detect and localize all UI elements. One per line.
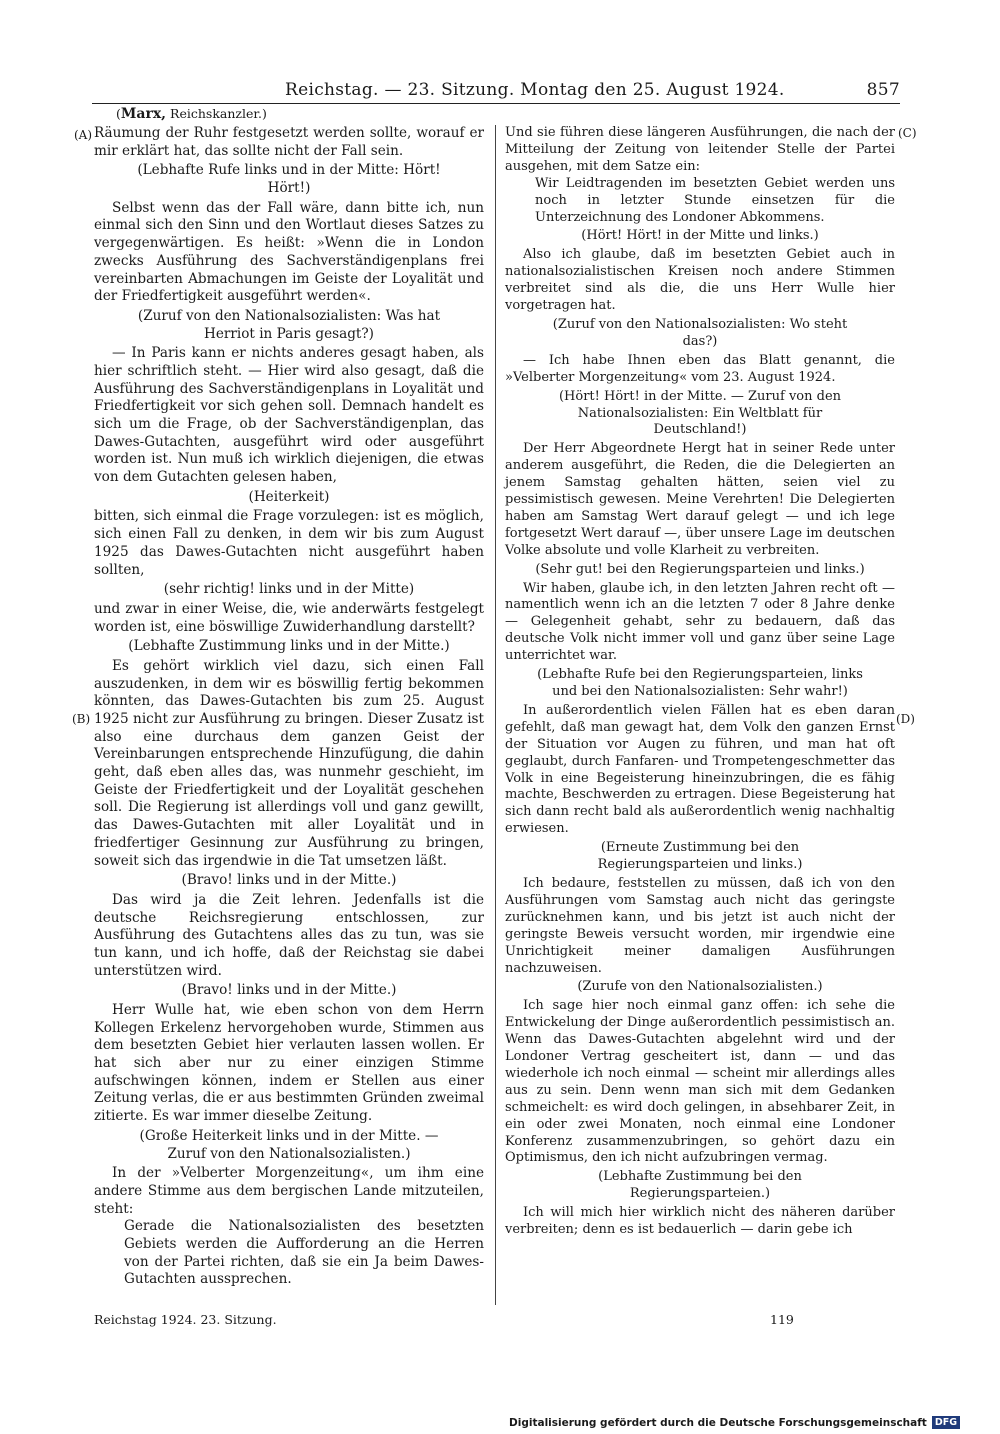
speaker-tag [116,106,267,122]
interjection: (Lebhafte Zustimmung bei den Regierungsparteien.) [598,1169,802,1202]
margin-marker-b: (B) [72,712,91,726]
interjection: (Hört! Hört! in der Mitte. — Zuruf von den Nationalsozialisten: Ein Weltblatt für Deutschland!) [558,388,842,438]
header-title: Reichstag. — 23. Sitzung. Montag den 25. August 1924. [285,80,785,100]
interjection: (Lebhafte Rufe links und in der Mitte: Hört! Hört!) [137,162,441,197]
paragraph: In außerordentlich vielen Fällen hat es eben daran gefehlt, daß man gewagt hat, dem Volk den ganzen Ernst der Situation vor Augen zu führen, und man hat oft geglaubt, durch Fanfaren- und Trompetengeschmetter das Volk in eine Begeisterung hineinzubringen, die es fähig machte, Beschwerden zu ertragen. Diese Begeisterung hat sich dann recht bald als außerordentlich wenig nachhaltig erwiesen. [505,702,895,837]
paragraph: In der »Velberter Morgenzeitung«, um ihm eine andere Stimme aus dem bergischen Lande mitzuteilen, steht: [94,1165,484,1217]
interjection: (Bravo! links und in der Mitte.) [181,872,397,889]
paragraph: Selbst wenn das der Fall wäre, dann bitte ich, nun einmal sich den Sinn und den Wortlaut dieses Satzes zu vergegenwärtigen. Es heißt: »Wenn die in London zwecks Ausführung des Sachverständigenplans frei vereinbarten Abmachungen im Geiste der Loyalität und der Friedfertigkeit ausgeführt werden«. [94,199,484,305]
paragraph: Räumung der Ruhr festgesetzt werden sollte, worauf er mir erklärt hat, das sollte nicht der Fall sein. [94,125,484,159]
paragraph: Es gehört wirklich viel dazu, sich einen Fall auszudenken, in dem wir es böswillig fertig bekommen könnten, das Dawes-Gutachten bis zum 25. August 1925 nicht zur Ausführung zu bringen. Dieser Zusatz ist also eine durchaus dem ganzen Geist der Vereinbarungen entsprechende Hinzufügung, die dahin geht, daß eben alles das, was nunmehr geschieht, im Geiste der Friedfertigkeit und der Loyalität geschehen soll. Die Regierung ist allerdings voll und ganz gewillt, das Dawes-Gutachten mit aller Loyalität und in friedfertiger Gesinnung zur Ausführung zu bringen, soweit sich das irgendwie in die Tat umsetzen läßt. [94,657,484,869]
paragraph: und zwar in einer Weise, die, wie anderwärts festgelegt worden ist, eine böswillige Zuwiderhandlung darstellt? [94,600,484,635]
margin-marker-a: (A) [74,128,93,142]
interjection: (Zurufe von den Nationalsozialisten.) [577,979,823,995]
speaker-tag-open: ( [116,106,121,121]
paragraph: Ich bedaure, feststellen zu müssen, daß ich von den Ausführungen vom Samstag auch nicht das geringste zurücknehmen kann, und bis jetzt ist auch nicht der geringste Beweis versucht worden, mir irgendwie eine Unrichtigkeit meiner damaligen Ausführungen nachzuweisen. [505,875,895,976]
paragraph: Und sie führen diese längeren Ausführungen, die nach der Mitteilung der Zeitung von leitender Stelle der Partei ausgehen, mit dem Satze ein: [505,125,895,174]
paragraph: bitten, sich einmal die Frage vorzulegen: ist es möglich, sich einen Fall zu denken, in dem wir bis zum August 1925 das Dawes-Gutachten nicht ausgeführt haben sollten, [94,508,484,578]
speaker-role: Reichskanzler.) [170,106,267,121]
credit-text: Digitalisierung gefördert durch die Deutsche Forschungsgemeinschaft [509,1416,927,1429]
interjection: (sehr richtig! links und in der Mitte) [163,581,415,598]
header-rule [92,103,900,104]
margin-marker-d: (D) [896,712,915,726]
paragraph: Das wird ja die Zeit lehren. Jedenfalls ist die deutsche Reichsregierung entschlossen, zur Ausführung des Gutachtens alles das zu tun, was sie tun kann, und ich hoffe, daß der Reichstag sie dabei unterstützen wird. [94,891,484,979]
speaker-name: Marx, [120,106,167,122]
paragraph: Also ich glaube, daß im besetzten Gebiet auch in nationalsozialistischen Kreisen noch andere Stimmen verbreitet sind als die, die uns Herr Wulle hier vorgetragen hat. [505,247,895,314]
interjection: (Zuruf von den Nationalsozialisten: Wo steht das?) [552,316,848,349]
sheet-number: 119 [770,1312,794,1327]
paragraph: Der Herr Abgeordnete Hergt hat in seiner Rede unter anderem ausgeführt, die Reden, die die Delegierten an jenem Samstag gehalten hätten, seien viel zu pessimistisch gewesen. Meine Verehrten! Die Delegierten haben am Samstag Wert darauf gelegt — und ich lege fortgesetzt Wert darauf —, über unsere Lage im deutschen Volke absolute und volle Klarheit zu verbreiten. [505,441,895,558]
margin-marker-c: (C) [898,126,917,140]
quotation: Wir Leidtragenden im besetzten Gebiet werden uns noch in letzter Stunde einsetzen für die Unterzeichnung des Londoner Abkommens. [535,175,895,225]
interjection: (Große Heiterkeit links und in der Mitte. — Zuruf von den Nationalsozialisten.) [139,1127,439,1162]
paragraph: Ich will mich hier wirklich nicht des näheren darüber verbreiten; denn es ist bedauerlich — darin gebe ich [505,1205,895,1238]
interjection: (Bravo! links und in der Mitte.) [181,982,397,999]
interjection: (Zuruf von den Nationalsozialisten: Was hat Herriot in Paris gesagt?) [137,307,441,342]
paragraph: — Ich habe Ihnen eben das Blatt genannt, die »Velberter Morgenzeitung« vom 23. August 1924. [505,352,895,385]
column-divider [495,125,496,1305]
interjection: (Heiterkeit) [248,488,330,505]
paragraph: Wir haben, glaube ich, in den letzten Jahren recht oft — namentlich wenn ich an die letzten 7 oder 8 Jahre denke — Gelegenheit gehabt, sehr zu bedauern, daß das deutsche Volk nicht immer voll und ganz über seine Lage unterrichtet war. [505,580,895,664]
quotation: Gerade die Nationalsozialisten des besetzten Gebiets werden die Aufforderung an die Herren von der Partei richten, daß sie ein Ja beim Dawes-Gutachten aussprechen. [124,1218,484,1288]
interjection: (Lebhafte Rufe bei den Regierungsparteien, links und bei den Nationalsozialisten: Sehr wahr!) [537,667,863,699]
footer-signature: Reichstag 1924. 23. Sitzung. [94,1312,277,1327]
paragraph: Ich sage hier noch einmal ganz offen: ich sehe die Entwickelung der Dinge außerordentlich pessimistisch an. Wenn das Dawes-Gutachten abgelehnt wird und der Londoner Vertrag gescheitert ist, dann — und das wiederhole ich noch einmal — scheint mir allerdings alles aus zu sein. Denn wenn man sich mit dem Gedanken schmeichelt: es wird doch gelingen, in absehbarer Zeit, in ein oder zwei Monaten, noch einmal eine Londoner Konferenz zusammenzubringen, so gehört dazu ein Optimismus, den ich nicht aufzubringen vermag. [505,998,895,1166]
digitization-credit [509,1416,960,1429]
paragraph: — In Paris kann er nichts anderes gesagt haben, als hier schriftlich steht. — Hier wird also gesagt, daß die Ausführung des Sachverständigenplans in Loyalität und Friedfertigkeit vor sich gehen soll. Demnach handelt es sich um die Frage, ob der Sachverständigenplan, das Dawes-Gutachten, ausgeführt wird oder ausgeführt worden ist. Nun muß ich wirklich diejenigen, die etwas von dem Gutachten gelesen haben, [94,345,484,486]
right-column [505,125,895,1239]
page-number: 857 [866,80,900,100]
left-column [94,125,484,1289]
interjection: (Hört! Hört! in der Mitte und links.) [581,228,819,244]
interjection: (Erneute Zustimmung bei den Regierungsparteien und links.) [597,840,803,873]
dfg-logo-icon: DFG [932,1416,960,1429]
interjection: (Sehr gut! bei den Regierungsparteien und links.) [535,561,865,577]
interjection: (Lebhafte Zustimmung links und in der Mitte.) [128,638,450,655]
paragraph: Herr Wulle hat, wie eben schon von dem Herrn Kollegen Erkelenz hervorgehoben wurde, Stimmen aus dem besetzten Gebiet hier verlauten lassen wollen. Er hat sich aber nur zu einer einzigen Stimme aufschwingen können, indem er Stellen aus einer Zeitung verlas, die er aus bestimmten Gründen zweimal zitierte. Es war immer dieselbe Zeitung. [94,1002,484,1125]
running-header [240,78,910,104]
